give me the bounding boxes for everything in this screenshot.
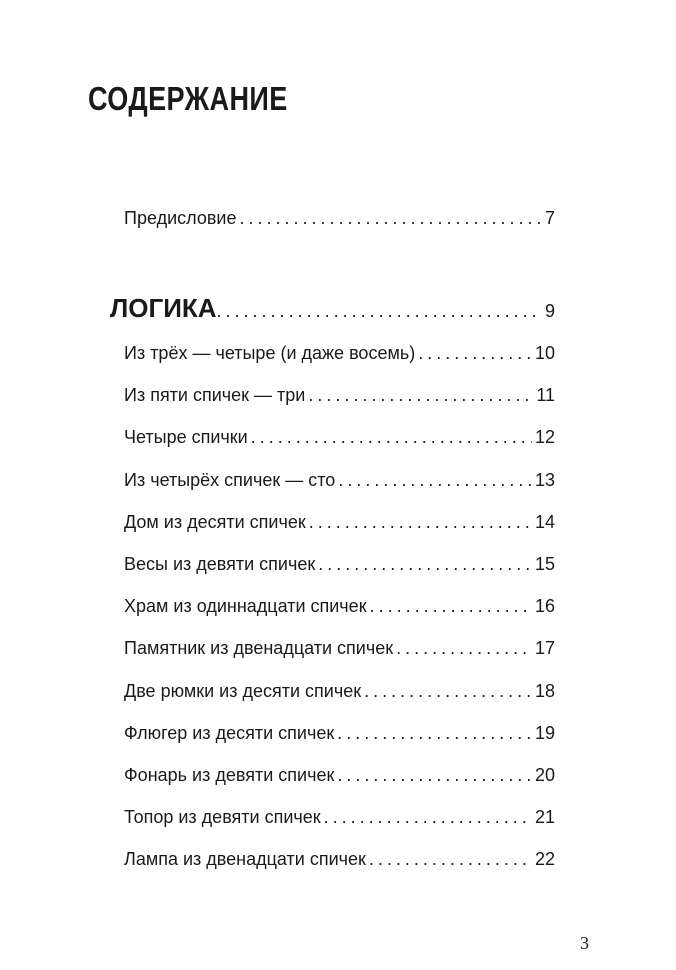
toc-entry-label: Памятник из двенадцати спичек <box>124 638 394 659</box>
toc-entry-page: 13 <box>534 469 555 490</box>
toc-entry-page: 7 <box>544 208 555 228</box>
toc-entry-label: Фонарь из девяти спичек <box>124 765 335 785</box>
toc-entry-label: Предисловие <box>124 208 237 228</box>
toc-entry[interactable] <box>124 552 555 576</box>
toc-entry[interactable] <box>124 594 555 618</box>
toc-entry-page: 22 <box>534 849 555 870</box>
dot-leader <box>239 206 542 230</box>
dot-leader <box>309 510 532 534</box>
toc-entry[interactable] <box>124 763 555 787</box>
toc-entry-label: Четыре спички <box>124 427 248 448</box>
toc-entry-label: Из пяти спичек — три <box>124 385 306 406</box>
dot-leader <box>396 636 532 660</box>
toc-entry-page: 10 <box>534 343 555 363</box>
toc-entry-label: Лампа из двенадцати спичек <box>124 849 366 870</box>
toc-entry[interactable] <box>124 425 555 449</box>
dot-leader <box>308 383 533 407</box>
dot-leader <box>370 594 532 618</box>
toc-entry-page: 21 <box>534 807 555 828</box>
toc-entry-page: 12 <box>534 427 555 448</box>
toc-entry-label: Весы из девяти спичек <box>124 554 316 574</box>
toc-entry[interactable] <box>124 805 555 829</box>
toc-entry-page: 19 <box>534 722 555 743</box>
toc-entry[interactable] <box>124 383 555 407</box>
toc-section-logic[interactable] <box>110 293 555 323</box>
page-title: СОДЕРЖАНИЕ <box>88 80 288 117</box>
toc-entry[interactable] <box>124 721 555 745</box>
toc-entry-label: Из трёх — четыре (и даже восемь) <box>124 343 416 363</box>
toc-entry-page: 14 <box>534 511 555 532</box>
toc-entry[interactable] <box>124 636 555 660</box>
toc-entry[interactable] <box>124 679 555 703</box>
toc-entry-label: Топор из девяти спичек <box>124 807 321 828</box>
dot-leader <box>217 299 542 323</box>
toc-entry-page: 11 <box>536 385 555 406</box>
toc-entry-preface[interactable] <box>124 206 555 230</box>
toc-entry[interactable] <box>124 468 555 492</box>
toc-entry-label: Дом из десяти спичек <box>124 511 306 532</box>
toc-section-page: 9 <box>544 301 555 321</box>
toc-entry[interactable] <box>124 847 555 871</box>
dot-leader <box>324 805 532 829</box>
dot-leader <box>251 425 532 449</box>
toc-entry-page: 20 <box>534 765 555 785</box>
toc-section-label: ЛОГИКА <box>110 293 217 323</box>
toc-entry-page: 17 <box>534 638 555 659</box>
toc-entry-label: Храм из одиннадцати спичек <box>124 596 367 617</box>
dot-leader <box>337 721 532 745</box>
toc-entry-label: Флюгер из десяти спичек <box>124 722 335 743</box>
toc-entry-page: 15 <box>534 554 555 574</box>
toc-entry-page: 16 <box>534 596 555 617</box>
dot-leader <box>364 679 532 703</box>
toc-entry[interactable] <box>124 341 555 365</box>
toc-entry-page: 18 <box>534 680 555 701</box>
dot-leader <box>369 847 532 871</box>
dot-leader <box>338 468 532 492</box>
toc-entry-label: Из четырёх спичек — сто <box>124 469 336 490</box>
toc-entry-label: Две рюмки из десяти спичек <box>124 680 362 701</box>
dot-leader <box>337 763 532 787</box>
page-number: 3 <box>580 933 589 953</box>
dot-leader <box>418 341 532 365</box>
dot-leader <box>318 552 532 576</box>
toc-entry[interactable] <box>124 510 555 534</box>
